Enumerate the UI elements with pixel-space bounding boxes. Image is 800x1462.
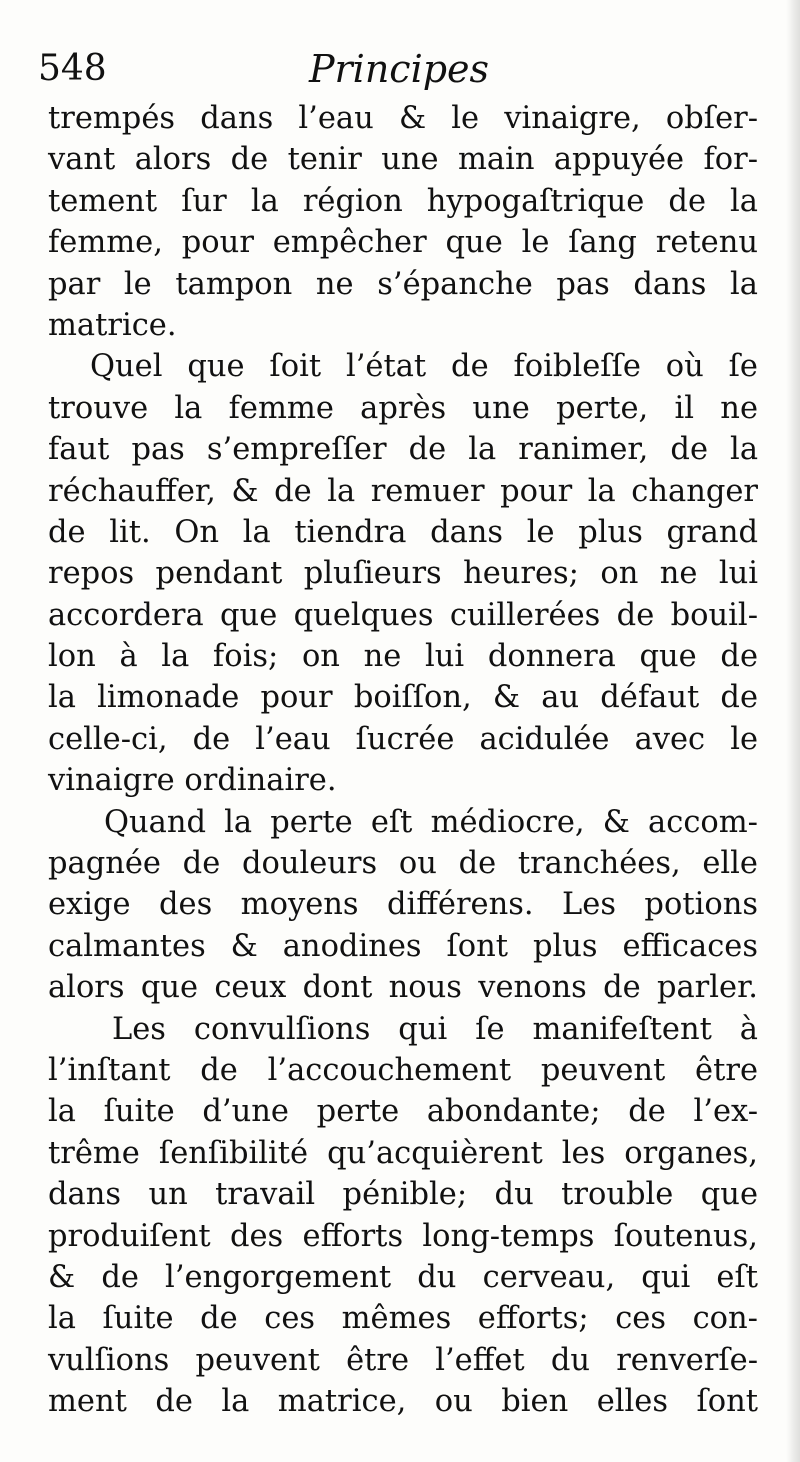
text-line: dans un travail pénible; du trouble que [48,1177,758,1213]
text-line: matrice. [48,307,177,343]
text-line: la ſuite d’une perte abondante; de l’ex- [48,1094,758,1130]
text-line: faut pas s’empreſſer de la ranimer, de la [48,432,758,468]
text-line: par le tampon ne s’épanche pas dans la [48,266,758,302]
paragraph-start-line: Quand la perte eſt médiocre, & accom- [104,804,758,840]
text-line: la limonade pour boiſſon, & au défaut de [48,680,758,716]
running-head [38,44,760,94]
text-line: trempés dans l’eau & le vinaigre, obſer- [48,101,758,136]
text-line: l’inſtant de l’accouchement peuvent être [48,1052,758,1088]
text-line: vant alors de tenir une main appuyée for- [48,142,758,178]
text-line: de lit. On la tiendra dans le plus grand [48,514,758,550]
text-line: produiſent des efforts long-temps ſoutenus, [48,1218,758,1254]
running-title: Principes [308,47,490,91]
text-line: tement ſur la région hypogaſtrique de la [48,183,758,219]
text-line: vinaigre ordinaire. [48,763,337,799]
text-line: alors que ceux dont nous venons de parler. [48,970,758,1006]
body-text [48,98,758,1423]
text-line: vulſions peuvent être l’effet du renverſe- [48,1342,758,1378]
paragraph-start-line: Les convulſions qui ſe manifeſtent à [112,1011,758,1047]
text-line: femme, pour empêcher que le ſang retenu [48,225,758,261]
text-line: exige des moyens différens. Les potions [48,887,758,923]
paragraph-start-line: Quel que ſoit l’état de foibleſſe où ſe [90,349,758,385]
text-line: & de l’engorgement du cerveau, qui eſt [48,1259,758,1295]
text-line: ment de la matrice, ou bien elles ſont [48,1384,758,1420]
text-line: accordera que quelques cuillerées de bouil- [48,597,758,633]
text-line: trême ſenſibilité qu’acquièrent les organes, [48,1135,758,1171]
text-line: celle-ci, de l’eau ſucrée acidulée avec le [48,721,758,757]
page-number: 548 [38,48,107,89]
text-line: calmantes & anodines ſont plus efficaces [48,928,758,964]
text-line: lon à la fois; on ne lui donnera que de [48,639,758,675]
text-line: réchauffer, & de la remuer pour la changer [48,473,758,509]
page-edge-shadow [786,0,800,1462]
text-line: pagnée de douleurs ou de tranchées, elle [48,846,758,882]
text-line: trouve la femme après une perte, il ne [48,390,758,426]
text-line: la ſuite de ces mêmes efforts; ces con- [48,1301,758,1337]
text-line: repos pendant pluſieurs heures; on ne lui [48,556,758,592]
